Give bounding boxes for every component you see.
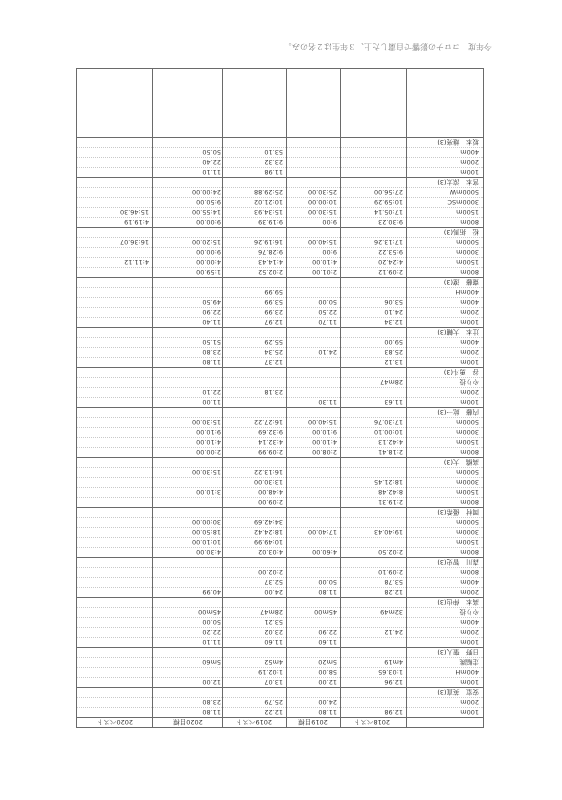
record-cell: 4:00.00	[196, 258, 221, 266]
record-cell: 53.10	[264, 148, 283, 156]
record-cell: 24.00	[318, 698, 337, 706]
table-row	[77, 497, 483, 507]
record-cell: 23.32	[264, 158, 283, 166]
record-cell: 9:19.39	[258, 218, 283, 226]
event-label: 400mH	[455, 668, 479, 676]
record-cell: 50.00	[318, 578, 337, 586]
event-label: 200m	[460, 588, 479, 596]
record-cell: 15:40.00	[307, 238, 337, 246]
record-cell: 16:36.07	[119, 238, 149, 246]
table-row	[77, 527, 483, 537]
record-cell: 13.12	[384, 358, 403, 366]
record-cell: 24.10	[384, 308, 403, 316]
record-cell: 2:02.00	[258, 568, 283, 576]
record-cell: 50.50	[202, 148, 221, 156]
record-cell: 15:30.00	[191, 468, 221, 476]
record-cell: 27:56.00	[373, 188, 403, 196]
record-cell: 16:27.22	[253, 418, 283, 426]
table-row	[77, 377, 483, 387]
athlete-name: 岡村 優希(3)	[437, 508, 479, 516]
record-cell: 25:29.88	[253, 188, 283, 196]
record-cell: 4:32.14	[258, 438, 283, 446]
record-cell: 9:32.69	[258, 428, 283, 436]
record-cell: 11.70	[318, 318, 337, 326]
athlete-name: 辻本 大輔(3)	[437, 328, 479, 336]
event-label: 400m	[460, 578, 479, 586]
record-cell: 51.50	[202, 338, 221, 346]
record-cell: 4:14.43	[258, 258, 283, 266]
event-label: 5000m	[456, 518, 479, 526]
table-row	[77, 337, 483, 347]
record-cell: 2:01.00	[312, 268, 337, 276]
record-cell: 24:00.00	[191, 188, 221, 196]
record-cell: 22.40	[202, 158, 221, 166]
table-row	[77, 677, 483, 687]
event-label: 200m	[460, 628, 479, 636]
record-cell: 12.37	[264, 358, 283, 366]
record-cell: 34:42.69	[253, 518, 283, 526]
record-cell: 5m60	[202, 658, 221, 666]
event-label: 5000mW	[449, 188, 479, 196]
athlete-name: 安室 英直(3)	[437, 688, 479, 696]
record-cell: 50.00	[202, 618, 221, 626]
header-note: 今年度 コロナの影響で自粛した上、３年生は２名のみ。	[283, 42, 492, 51]
record-cell: 16:13.22	[253, 468, 283, 476]
record-cell: 2:19.31	[378, 498, 403, 506]
record-cell: 2:09.12	[378, 268, 403, 276]
record-cell: 11.00	[202, 398, 221, 406]
header-2018-best: 2018ベスト	[353, 718, 391, 726]
record-cell: 12.00	[318, 678, 337, 686]
table-row	[77, 307, 483, 317]
athlete-name-row	[77, 367, 483, 377]
record-cell: 23.80	[202, 698, 221, 706]
table-row	[77, 577, 483, 587]
athlete-name-row	[77, 177, 483, 187]
event-label: 100m	[460, 678, 479, 686]
record-cell: 12.28	[384, 588, 403, 596]
table-row	[77, 167, 483, 177]
event-label: 800m	[460, 218, 479, 226]
record-cell: 4:10.00	[312, 438, 337, 446]
event-label: 走幅跳	[459, 658, 479, 666]
event-label: 100m	[460, 318, 479, 326]
table-row	[77, 347, 483, 357]
athlete-name-row	[77, 457, 483, 467]
table-row	[77, 547, 483, 557]
event-label: 400m	[460, 298, 479, 306]
event-label: 200m	[460, 158, 479, 166]
record-cell: 45m00	[198, 608, 221, 616]
record-cell: 52.37	[264, 578, 283, 586]
record-cell: 53.21	[264, 618, 283, 626]
record-cell: 2:18.41	[378, 448, 403, 456]
record-cell: 4:42.13	[378, 438, 403, 446]
record-cell: 10:00.00	[307, 198, 337, 206]
event-label: 3000mSC	[447, 198, 479, 206]
table-row	[77, 357, 483, 367]
record-cell: 59.00	[384, 338, 403, 346]
athlete-name: 松 拓馬(3)	[443, 228, 479, 236]
table-row	[77, 317, 483, 327]
event-label: 100m	[460, 638, 479, 646]
athlete-name: 内藤 紘一(3)	[437, 408, 479, 416]
event-label: やり投	[459, 378, 479, 386]
record-cell: 58.00	[318, 668, 337, 676]
table-row	[77, 567, 483, 577]
record-cell: 40.99	[202, 588, 221, 596]
header-2020-best: 2020ベスト	[96, 718, 134, 726]
table-row	[77, 607, 483, 617]
record-cell: 10:59.29	[373, 198, 403, 206]
record-cell: 18:24.42	[253, 528, 283, 536]
record-cell: 11.63	[384, 398, 403, 406]
record-cell: 12.00	[202, 678, 221, 686]
record-cell: 53.99	[264, 298, 283, 306]
event-label: 100m	[460, 358, 479, 366]
record-cell: 12.97	[264, 318, 283, 326]
record-cell: 23.02	[264, 628, 283, 636]
event-label: 200m	[460, 698, 479, 706]
table-row	[77, 467, 483, 477]
record-cell: 53.06	[384, 298, 403, 306]
table-row	[77, 667, 483, 677]
event-label: 400m	[460, 338, 479, 346]
event-label: 3000m	[456, 478, 479, 486]
event-label: 200m	[460, 388, 479, 396]
athlete-name-row	[77, 687, 483, 697]
records-table	[76, 68, 484, 728]
table-row	[77, 297, 483, 307]
event-label: 1500m	[456, 488, 479, 496]
table-row	[77, 257, 483, 267]
table-row	[77, 627, 483, 637]
record-cell: 9:50.00	[196, 198, 221, 206]
event-label: 400m	[460, 618, 479, 626]
record-cell: 9:10.00	[196, 428, 221, 436]
athlete-name: 日野 聖人(3)	[437, 648, 479, 656]
event-label: 3000m	[456, 248, 479, 256]
table-row	[77, 707, 483, 717]
record-cell: 10:49.99	[253, 538, 283, 546]
record-cell: 15:30.00	[307, 208, 337, 216]
table-header	[77, 717, 483, 727]
event-label: 200m	[460, 308, 479, 316]
record-cell: 11.80	[318, 708, 337, 716]
record-cell: 4:30.00	[196, 548, 221, 556]
table-row	[77, 637, 483, 647]
table-row	[77, 397, 483, 407]
table-row	[77, 487, 483, 497]
table-row	[77, 287, 483, 297]
record-cell: 5m20	[318, 658, 337, 666]
athlete-name-row	[77, 327, 483, 337]
record-cell: 11.40	[202, 318, 221, 326]
event-label: 5000m	[456, 468, 479, 476]
record-cell: 9:00	[322, 248, 337, 256]
event-label: 3000m	[456, 528, 479, 536]
record-cell: 9:53.22	[378, 248, 403, 256]
table-row	[77, 427, 483, 437]
record-cell: 11.10	[202, 168, 221, 176]
header-2019-best: 2019ベスト	[235, 718, 273, 726]
record-cell: 17:05.14	[373, 208, 403, 216]
table-row	[77, 157, 483, 167]
record-cell: 18:50.00	[191, 528, 221, 536]
record-cell: 23.80	[202, 348, 221, 356]
record-cell: 11.98	[264, 168, 283, 176]
record-cell: 4m19	[384, 658, 403, 666]
record-cell: 11.60	[318, 638, 337, 646]
record-cell: 22.90	[202, 308, 221, 316]
record-cell: 53.78	[384, 578, 403, 586]
event-label: 3000m	[456, 428, 479, 436]
record-cell: 2:09.10	[378, 568, 403, 576]
record-cell: 25.79	[264, 698, 283, 706]
record-cell: 24.00	[264, 588, 283, 596]
athlete-name: 高本 伸也(3)	[437, 598, 479, 606]
record-cell: 17:13.26	[373, 238, 403, 246]
record-cell: 15:40.00	[307, 418, 337, 426]
record-cell: 15:30.00	[191, 418, 221, 426]
record-cell: 2:02.50	[378, 548, 403, 556]
athlete-name-row	[77, 647, 483, 657]
record-cell: 4m52	[264, 658, 283, 666]
table-row	[77, 417, 483, 427]
event-label: 800m	[460, 448, 479, 456]
record-cell: 2:09.00	[258, 498, 283, 506]
record-cell: 15:46.30	[119, 208, 149, 216]
record-cell: 18:21.45	[373, 478, 403, 486]
record-cell: 11.10	[202, 638, 221, 646]
record-cell: 49.50	[202, 298, 221, 306]
table-row	[77, 187, 483, 197]
event-label: 100m	[460, 708, 479, 716]
record-cell: 14:55.00	[191, 208, 221, 216]
record-cell: 15:20.00	[191, 238, 221, 246]
record-cell: 12.22	[264, 708, 283, 716]
athlete-name-row	[77, 137, 483, 147]
record-cell: 23.18	[264, 388, 283, 396]
record-cell: 4:48.00	[258, 488, 283, 496]
record-cell: 15:34.93	[253, 208, 283, 216]
record-cell: 4:19.19	[124, 218, 149, 226]
record-cell: 30:00.00	[191, 518, 221, 526]
record-cell: 24.10	[318, 348, 337, 356]
record-cell: 22.50	[318, 308, 337, 316]
record-cell: 22.10	[202, 388, 221, 396]
record-cell: 59.99	[264, 288, 283, 296]
event-label: 800m	[460, 268, 479, 276]
record-cell: 22.90	[318, 628, 337, 636]
event-label: 800m	[460, 548, 479, 556]
record-cell: 25.83	[384, 348, 403, 356]
record-cell: 23.99	[264, 308, 283, 316]
record-cell: 25.34	[264, 348, 283, 356]
table-row	[77, 237, 483, 247]
athlete-name-row	[77, 227, 483, 237]
record-cell: 9:30.23	[378, 218, 403, 226]
record-cell: 28m47	[260, 608, 283, 616]
event-label: 400m	[460, 148, 479, 156]
table-row	[77, 587, 483, 597]
record-cell: 9:28.76	[258, 248, 283, 256]
record-cell: 10:00.10	[373, 428, 403, 436]
record-cell: 17:30.76	[373, 418, 403, 426]
record-cell: 22.20	[202, 628, 221, 636]
table-row	[77, 207, 483, 217]
record-cell: 12.34	[384, 318, 403, 326]
table-row	[77, 247, 483, 257]
record-cell: 25:30.00	[307, 188, 337, 196]
record-cell: 4:11.12	[124, 258, 149, 266]
record-cell: 16:19.26	[253, 238, 283, 246]
record-cell: 19:40.43	[373, 528, 403, 536]
event-label: やり投	[459, 608, 479, 616]
table-row	[77, 217, 483, 227]
record-cell: 8:42.48	[378, 488, 403, 496]
event-label: 400mH	[455, 288, 479, 296]
record-cell: 12.98	[384, 708, 403, 716]
athlete-name-row	[77, 507, 483, 517]
header-2019-goal: 2019目標	[298, 718, 328, 726]
record-cell: 4:10.00	[312, 258, 337, 266]
record-cell: 10:10.00	[191, 538, 221, 546]
table-row	[77, 437, 483, 447]
record-cell: 2:08.00	[312, 448, 337, 456]
athlete-name: 高橋 大(3)	[443, 458, 479, 466]
table-row	[77, 517, 483, 527]
record-cell: 11.60	[264, 638, 283, 646]
record-cell: 2:02.52	[258, 268, 283, 276]
record-cell: 9:00	[322, 218, 337, 226]
record-cell: 12.96	[384, 678, 403, 686]
record-cell: 4:10.00	[196, 438, 221, 446]
event-label: 800m	[460, 568, 479, 576]
event-label: 100m	[460, 398, 479, 406]
record-cell: 13.07	[264, 678, 283, 686]
event-label: 1500m	[456, 438, 479, 446]
event-label: 800m	[460, 498, 479, 506]
athlete-name: 谷 勇斗(3)	[443, 368, 479, 376]
event-label: 5000m	[456, 238, 479, 246]
record-cell: 24.12	[384, 628, 403, 636]
event-label: 1500m	[456, 208, 479, 216]
table-row	[77, 657, 483, 667]
record-cell: 1:59.00	[196, 268, 221, 276]
table-row	[77, 617, 483, 627]
event-label: 1500m	[456, 258, 479, 266]
athlete-name: 森川 智史(3)	[437, 558, 479, 566]
record-cell: 1:02.19	[258, 668, 283, 676]
event-label: 5000m	[456, 418, 479, 426]
athlete-name-row	[77, 407, 483, 417]
record-cell: 10:21.02	[253, 198, 283, 206]
record-cell: 1:03.65	[378, 668, 403, 676]
athlete-name: 齋藤 遼(3)	[443, 278, 479, 286]
event-label: 100m	[460, 168, 479, 176]
table-row	[77, 477, 483, 487]
record-cell: 3:10.00	[196, 488, 221, 496]
athlete-name-row	[77, 557, 483, 567]
record-cell: 55.29	[264, 338, 283, 346]
record-cell: 4:60.00	[312, 548, 337, 556]
record-cell: 9:00.00	[196, 218, 221, 226]
event-label: 200m	[460, 348, 479, 356]
table-row	[77, 537, 483, 547]
record-cell: 2:09.99	[258, 448, 283, 456]
header-2020-goal: 2020目標	[173, 718, 203, 726]
table-row	[77, 387, 483, 397]
athlete-name: 坂本 雄亮(3)	[437, 138, 479, 146]
record-cell: 11.80	[202, 358, 221, 366]
record-cell: 11.30	[318, 398, 337, 406]
table-row	[77, 197, 483, 207]
table-row	[77, 267, 483, 277]
record-cell: 13:30.00	[253, 478, 283, 486]
record-cell: 9:00.00	[196, 248, 221, 256]
record-cell: 11.80	[318, 588, 337, 596]
record-cell: 17:40.00	[307, 528, 337, 536]
record-cell: 4:24.20	[378, 258, 403, 266]
record-cell: 32m49	[380, 608, 403, 616]
table-row	[77, 147, 483, 157]
athlete-name-row	[77, 277, 483, 287]
record-cell: 11.80	[202, 708, 221, 716]
record-cell: 50.00	[318, 298, 337, 306]
athlete-name-row	[77, 597, 483, 607]
athlete-name: 宮本 涼太(3)	[437, 178, 479, 186]
table-row	[77, 447, 483, 457]
record-cell: 45m00	[314, 608, 337, 616]
table-row	[77, 697, 483, 707]
record-cell: 9:10.00	[312, 428, 337, 436]
record-cell: 28m47	[380, 378, 403, 386]
record-cell: 2:00.00	[196, 448, 221, 456]
record-cell: 4:03.02	[258, 548, 283, 556]
event-label: 1500m	[456, 538, 479, 546]
